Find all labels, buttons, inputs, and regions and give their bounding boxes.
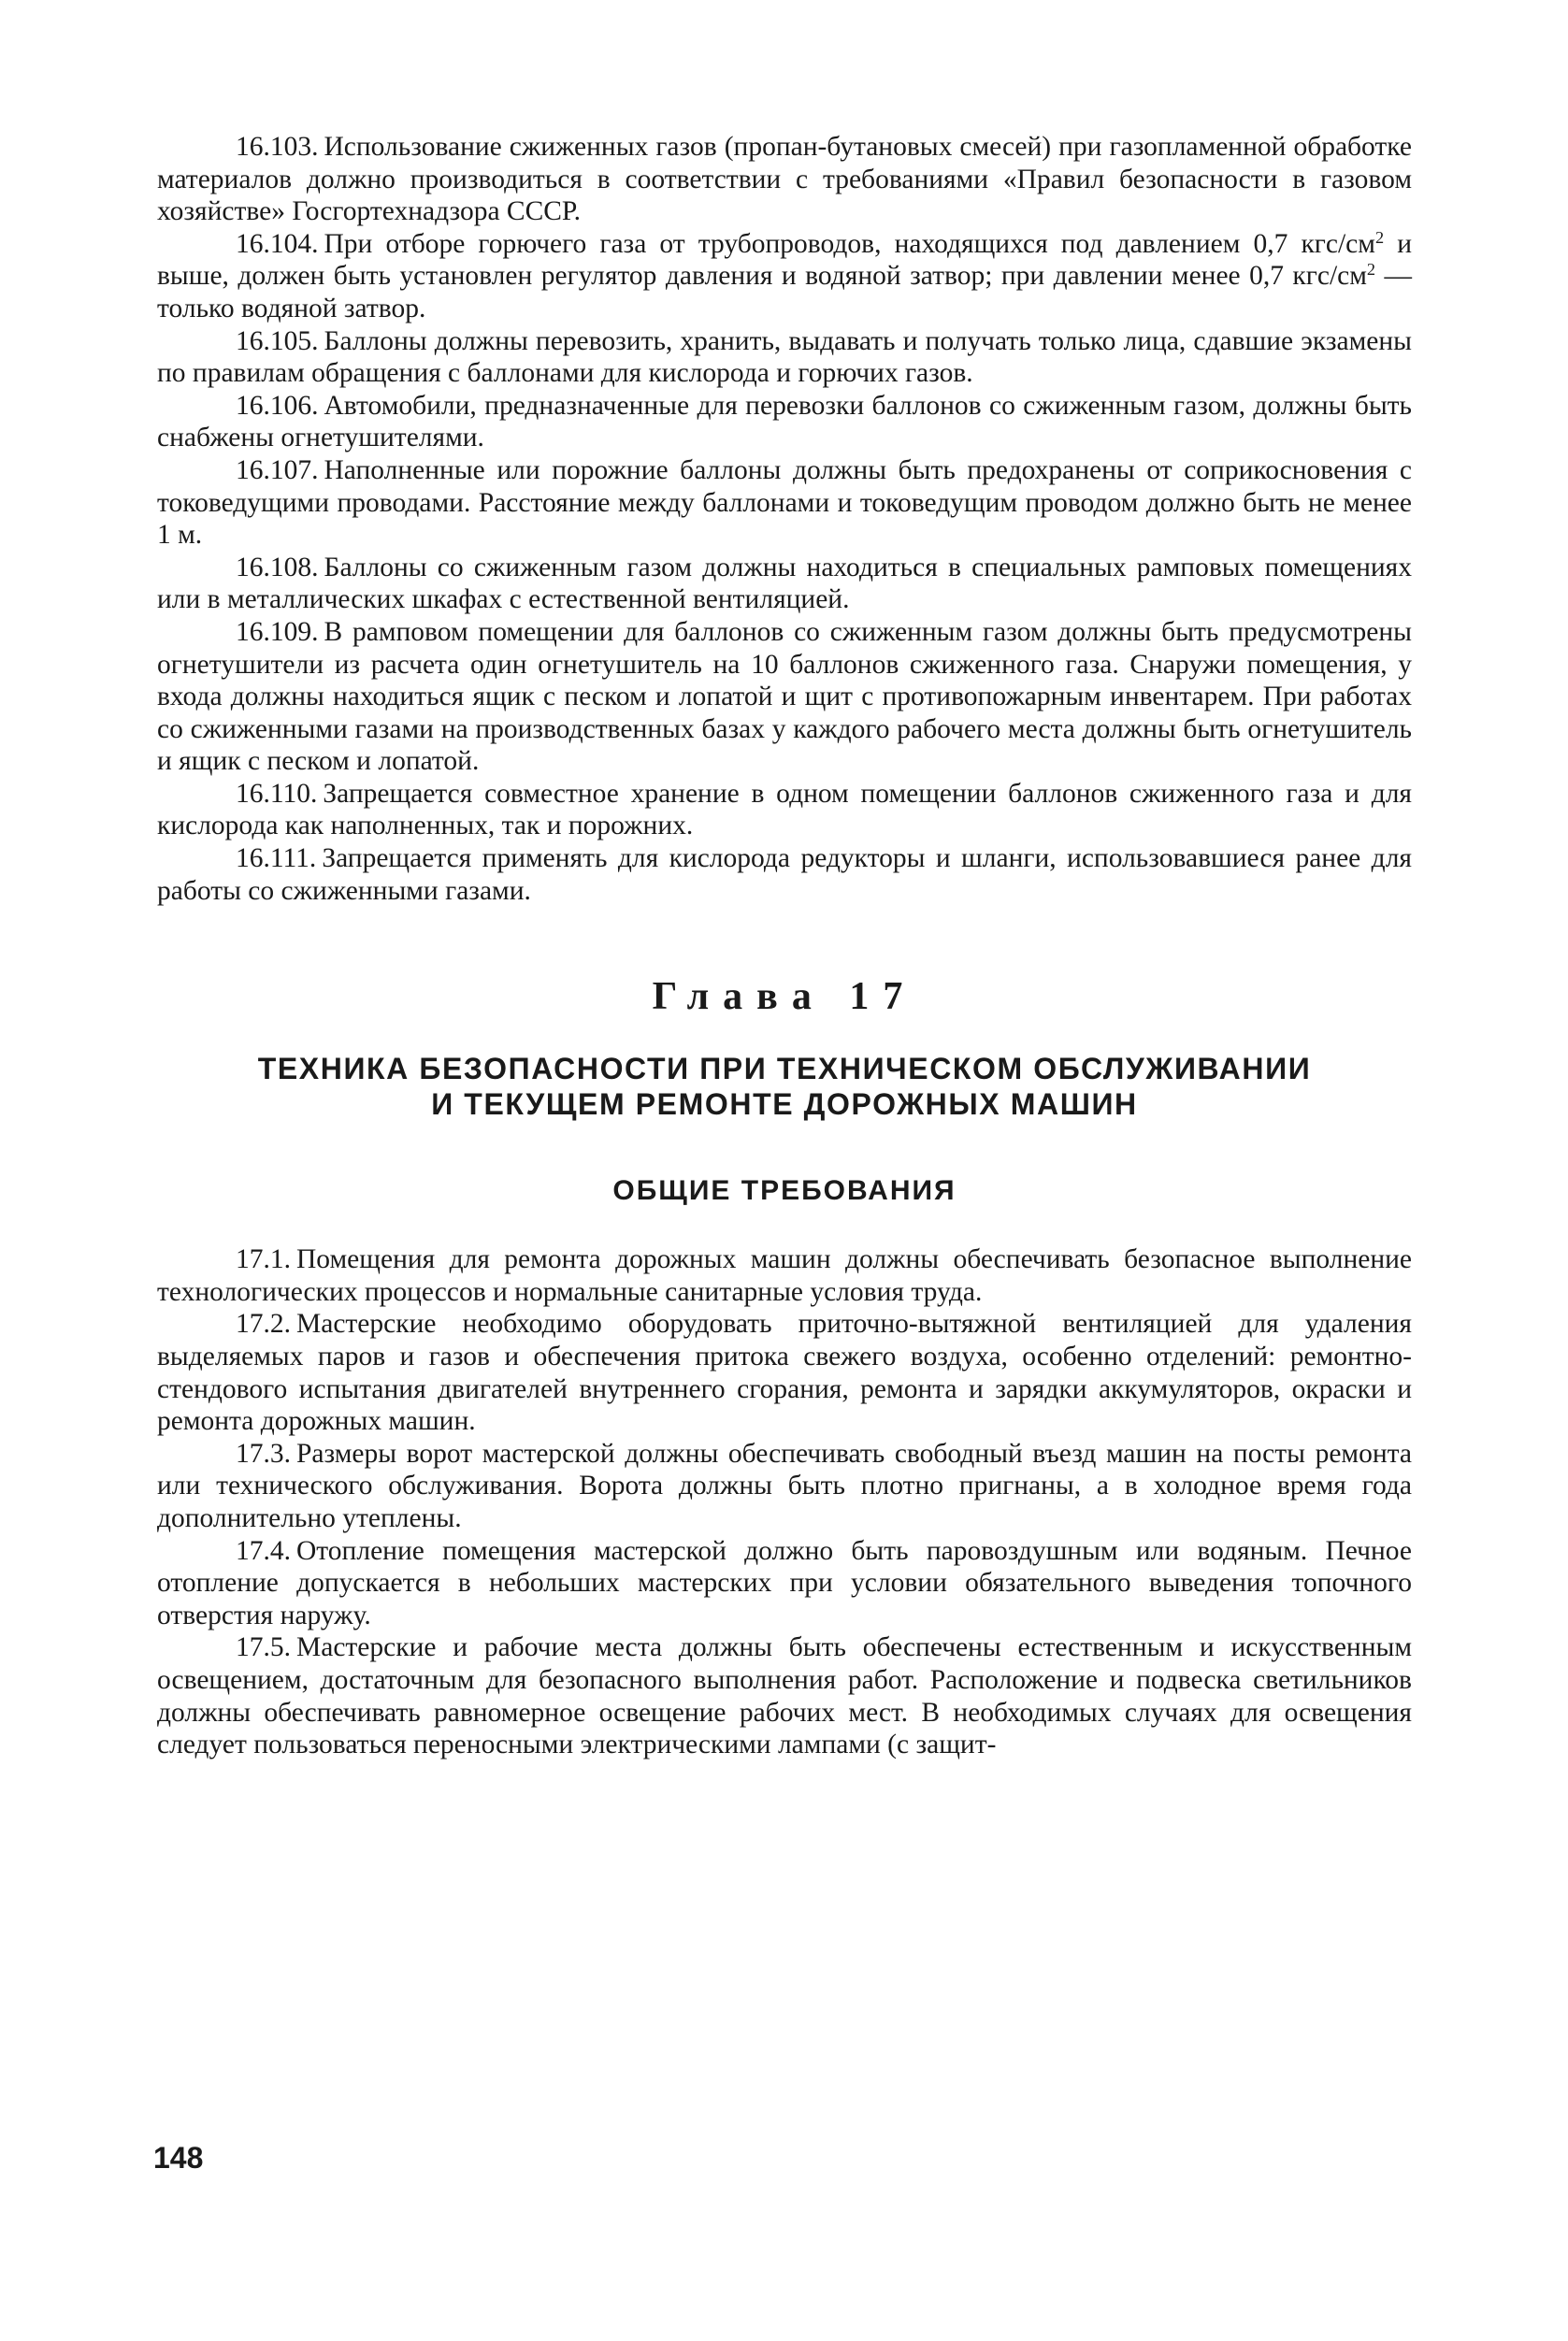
page-number: 148 [153,2141,204,2175]
paragraph-16-110 [157,778,1412,842]
paragraph-text-part: — только водяной затвор. [157,261,1412,323]
paragraph-text: Автомобили, предназначенные для перевозки баллонов со сжиженным газом, должны быть снабжены огнетушителями. [157,390,1412,453]
paragraph-16-103 [157,131,1412,228]
paragraph-16-105 [157,325,1412,390]
chapter-title-line: И ТЕКУЩЕМ РЕМОНТЕ ДОРОЖНЫХ МАШИН [431,1087,1138,1122]
paragraph-number: 16.110. [236,778,318,809]
paragraph-16-108 [157,552,1412,616]
paragraph-17-3 [157,1438,1412,1535]
paragraph-17-1 [157,1243,1412,1308]
paragraph-number: 16.106. [236,390,319,421]
paragraph-text: Запрещается совместное хранение в одном помещении баллонов сжиженного газа и для кислорода как наполненных, так и порожних. [157,778,1412,841]
paragraph-number: 16.109. [236,616,319,647]
superscript: 2 [1374,227,1385,247]
paragraph-text: Использование сжиженных газов (пропан-бутановых смесей) при газопламенной обработке материалов должно производиться в соответствии с требованиями «Правил безопасности в газовом хозяйстве» Госгортехнадзора СССР. [157,132,1412,227]
paragraph-number: 17.4. [236,1535,291,1566]
paragraph-17-5 [157,1631,1412,1760]
paragraph-number: 17.3. [236,1438,291,1469]
paragraph-16-107 [157,454,1412,552]
paragraph-text: Наполненные или порожние баллоны должны быть предохранены от соприкосновения с токоведущими проводами. Расстояние между баллонами и токоведущим проводом должно быть не менее 1 м. [157,454,1412,551]
paragraph-text: Запрещается применять для кислорода редукторы и шланги, использовавшиеся ранее для работы со сжиженными газами. [157,843,1412,906]
paragraph-text: Мастерские необходимо оборудовать приточно-вытяжной вентиляцией для удаления выделяемых паров и газов и обеспечения притока свежего воздуха, особенно отделений: ремонтно-стендового испытания двигателей внутреннего сгорания, ремонта и зарядки аккумуляторов, окраски и ремонта дорожных машин. [157,1309,1412,1437]
paragraph-text: Размеры ворот мастерской должны обеспечивать свободный въезд машин на посты ремонта или технического обслуживания. Ворота должны быть плотно пригнаны, а в холодное время года дополнительно утеплены. [157,1438,1412,1533]
paragraph-text: В рамповом помещении для баллонов со сжиженным газом должны быть предусмотрены огнетушители из расчета один огнетушитель на 10 баллонов сжиженного газа. Снаружи помещения, у входа должны находиться ящик с песком и лопатой и щит с противопожарным инвентарем. При работах со сжиженными газами на производственных базах у каждого рабочего места должны быть огнетушитель и ящик с песком и лопатой. [157,616,1412,777]
paragraph-text: Баллоны со сжиженным газом должны находиться в специальных рамповых помещениях или в металлических шкафах с естественной вентиляцией. [157,552,1412,615]
document-page [157,131,1412,1761]
chapter-title [157,1051,1412,1122]
paragraph-number: 16.105. [236,325,319,356]
paragraph-text: Отопление помещения мастерской должно быть паровоздушным или водяным. Печное отопление допускается в небольших мастерских при условии обязательного выведения топочного отверстия наружу. [157,1535,1412,1630]
paragraph-number: 17.5. [236,1632,291,1663]
paragraph-16-109 [157,616,1412,778]
paragraph-16-104 [157,228,1412,325]
paragraph-text: Баллоны должны перевозить, хранить, выдавать и получать только лица, сдавшие экзамены по правилам обращения с баллонами для кислорода и горючих газов. [157,325,1412,389]
paragraph-number: 16.108. [236,552,319,582]
paragraph-16-111 [157,842,1412,907]
chapter-title-line: ТЕХНИКА БЕЗОПАСНОСТИ ПРИ ТЕХНИЧЕСКОМ ОБСЛУЖИВАНИИ [257,1052,1312,1086]
paragraph-text-part: и выше, должен быть установлен регулятор давления и водяной затвор; при давлении менее 0,7 кгс/см [157,228,1412,292]
paragraph-17-2 [157,1308,1412,1437]
paragraph-number: 16.103. [236,132,319,162]
paragraph-number: 16.107. [236,454,319,485]
paragraph-text-part: При отборе горючего газа от трубопроводов, находящихся под давлением 0,7 кгс/см [324,228,1375,259]
superscript: 2 [1366,260,1376,280]
paragraph-text: Помещения для ремонта дорожных машин должны обеспечивать безопасное выполнение технологических процессов и нормальные санитарные условия труда. [157,1244,1412,1307]
paragraph-16-106 [157,390,1412,454]
paragraph-number: 17.1. [236,1244,291,1275]
paragraph-number: 16.111. [236,843,317,874]
chapter-heading: Глава 17 [652,975,917,1019]
paragraph-number: 17.2. [236,1309,291,1340]
paragraph-number: 16.104. [236,228,319,259]
paragraph-17-4 [157,1535,1412,1632]
section-title: ОБЩИЕ ТРЕБОВАНИЯ [612,1175,957,1207]
paragraph-text: Мастерские и рабочие места должны быть обеспечены естественным и искусственным освещением, достаточным для безопасного выполнения работ. Расположение и подвеска светильников должны обеспечивать равномерное освещение рабочих мест. В необходимых случаях для освещения следует пользоваться переносными электрическими лампами (с защит- [157,1632,1412,1760]
